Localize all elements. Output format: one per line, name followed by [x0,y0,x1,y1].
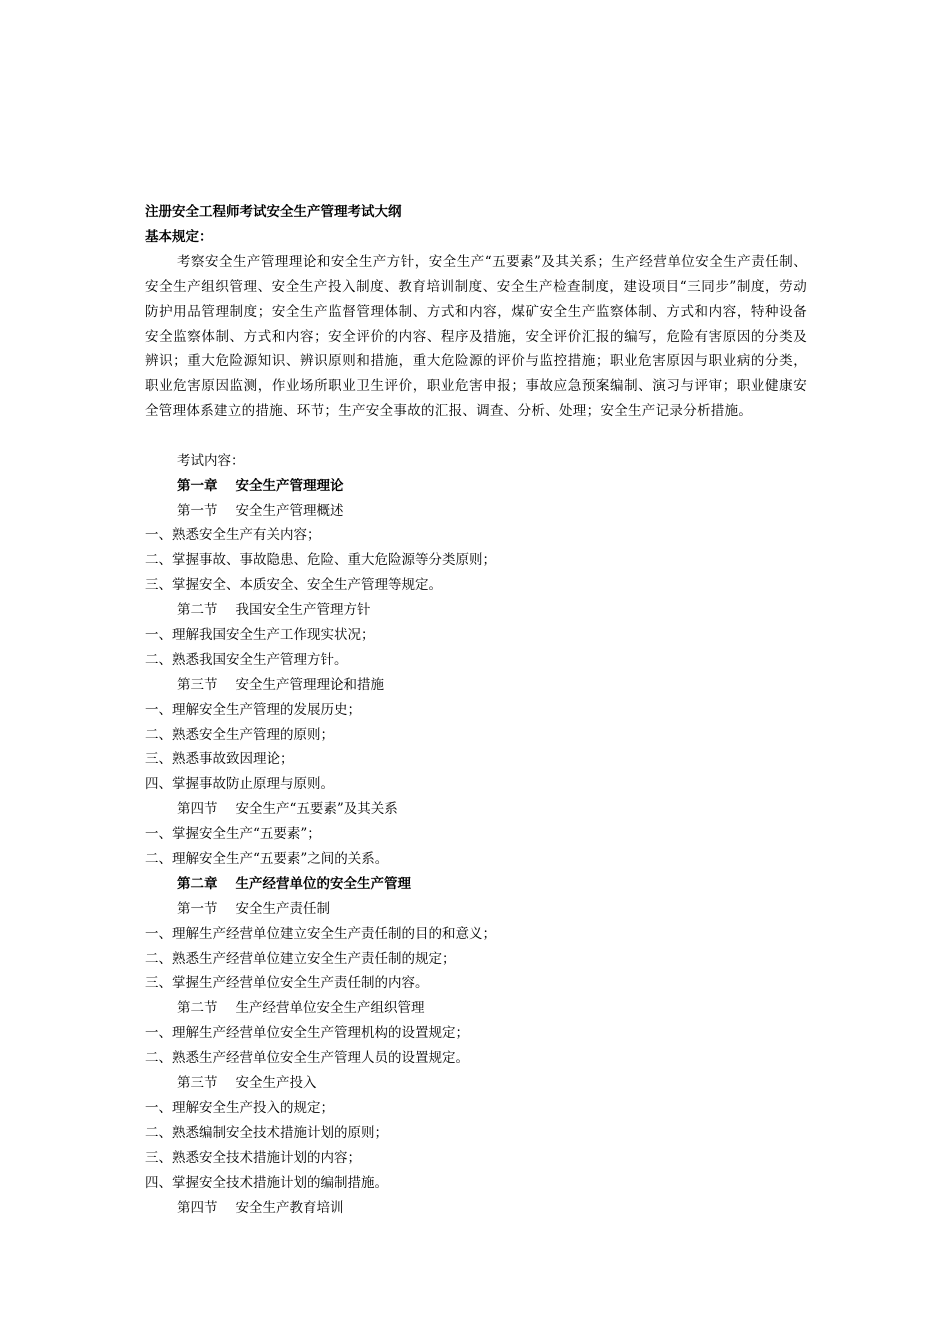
section-heading [145,797,807,822]
section-heading [145,673,807,698]
chapter-heading [145,872,807,897]
section-heading [145,598,807,623]
list-item: 四、掌握事故防止原理与原则。 [145,776,334,793]
section-title: 安全生产管理理论和措施 [235,676,384,693]
document-page [145,200,807,1220]
list-item: 二、熟悉生产经营单位建立安全生产责任制的规定； [145,950,456,967]
document-title: 注册安全工程师考试安全生产管理考试大纲 [145,204,402,220]
chapter-number: 第二章 [177,875,218,892]
section-title: 安全生产投入 [235,1075,317,1092]
section-number: 第二节 [177,602,218,619]
section-heading [145,499,807,524]
list-item: 二、掌握事故、事故隐患、危险、重大危险源等分类原则； [145,552,496,569]
exam-content-label: 考试内容： [177,452,245,469]
list-item: 一、理解生产经营单位安全生产管理机构的设置规定； [145,1025,469,1042]
list-item: 一、掌握安全生产“五要素”； [145,826,321,843]
chapter-title: 安全生产管理理论 [235,477,344,494]
section-title: 生产经营单位安全生产组织管理 [235,1000,425,1017]
basic-rules-heading: 基本规定： [145,228,213,245]
section-heading [145,1196,807,1221]
section-number: 第二节 [177,1000,218,1017]
basic-rules-paragraph: 考察安全生产管理理论和安全生产方针，安全生产“五要素”及其关系；生产经营单位安全生产责任制、安全生产组织管理、安全生产投入制度、教育培训制度、安全生产检查制度，建设项目“三同步”制度，劳动防护用品管理制度；安全生产监督管理体制、方式和内容，煤矿安全生产监察体制、方式和内容，特种设备安全监察体制、方式和内容；安全评价的内容、程序及措施，安全评价汇报的编写，危险有害原因的分类及辨识；重大危险源知识、辨识原则和措施，重大危险源的评价与监控措施；职业危害原因与职业病的分类，职业危害原因监测，作业场所职业卫生评价，职业危害申报；事故应急预案编制、演习与评审；职业健康安全管理体系建立的措施、环节；生产安全事故的汇报、调查、分析、处理；安全生产记录分析措施。 [145,253,807,420]
list-item: 二、理解安全生产“五要素”之间的关系。 [145,851,389,868]
section-number: 第四节 [177,1199,218,1216]
list-item: 三、掌握生产经营单位安全生产责任制的内容。 [145,975,429,992]
section-title: 安全生产管理概述 [235,502,344,519]
list-item: 二、熟悉我国安全生产管理方针。 [145,651,348,668]
list-item: 三、熟悉事故致因理论； [145,751,294,768]
section-number: 第三节 [177,1075,218,1092]
list-item: 一、理解生产经营单位建立安全生产责任制的目的和意义； [145,925,496,942]
section-heading [145,897,807,922]
chapter-heading [145,474,807,499]
list-item: 一、理解安全生产管理的发展历史； [145,701,361,718]
list-item: 一、熟悉安全生产有关内容； [145,527,321,544]
list-item: 一、理解安全生产投入的规定； [145,1099,334,1116]
section-title: 我国安全生产管理方针 [235,602,371,619]
section-title: 安全生产教育培训 [235,1199,344,1216]
list-item: 三、熟悉安全技术措施计划的内容； [145,1149,361,1166]
section-number: 第三节 [177,676,218,693]
section-title: 安全生产“五要素”及其关系 [235,801,398,818]
list-item: 二、熟悉安全生产管理的原则； [145,726,334,743]
section-number: 第一节 [177,900,218,917]
list-item: 四、掌握安全技术措施计划的编制措施。 [145,1174,388,1191]
chapter-number: 第一章 [177,477,218,494]
list-item: 二、熟悉生产经营单位安全生产管理人员的设置规定。 [145,1050,469,1067]
list-item: 三、掌握安全、本质安全、安全生产管理等规定。 [145,577,442,594]
chapter-title: 生产经营单位的安全生产管理 [235,875,411,892]
section-title: 安全生产责任制 [235,900,330,917]
list-item: 二、熟悉编制安全技术措施计划的原则； [145,1124,388,1141]
section-number: 第一节 [177,502,218,519]
section-heading [145,1071,807,1096]
section-number: 第四节 [177,801,218,818]
section-heading [145,996,807,1021]
list-item: 一、理解我国安全生产工作现实状况； [145,627,375,644]
